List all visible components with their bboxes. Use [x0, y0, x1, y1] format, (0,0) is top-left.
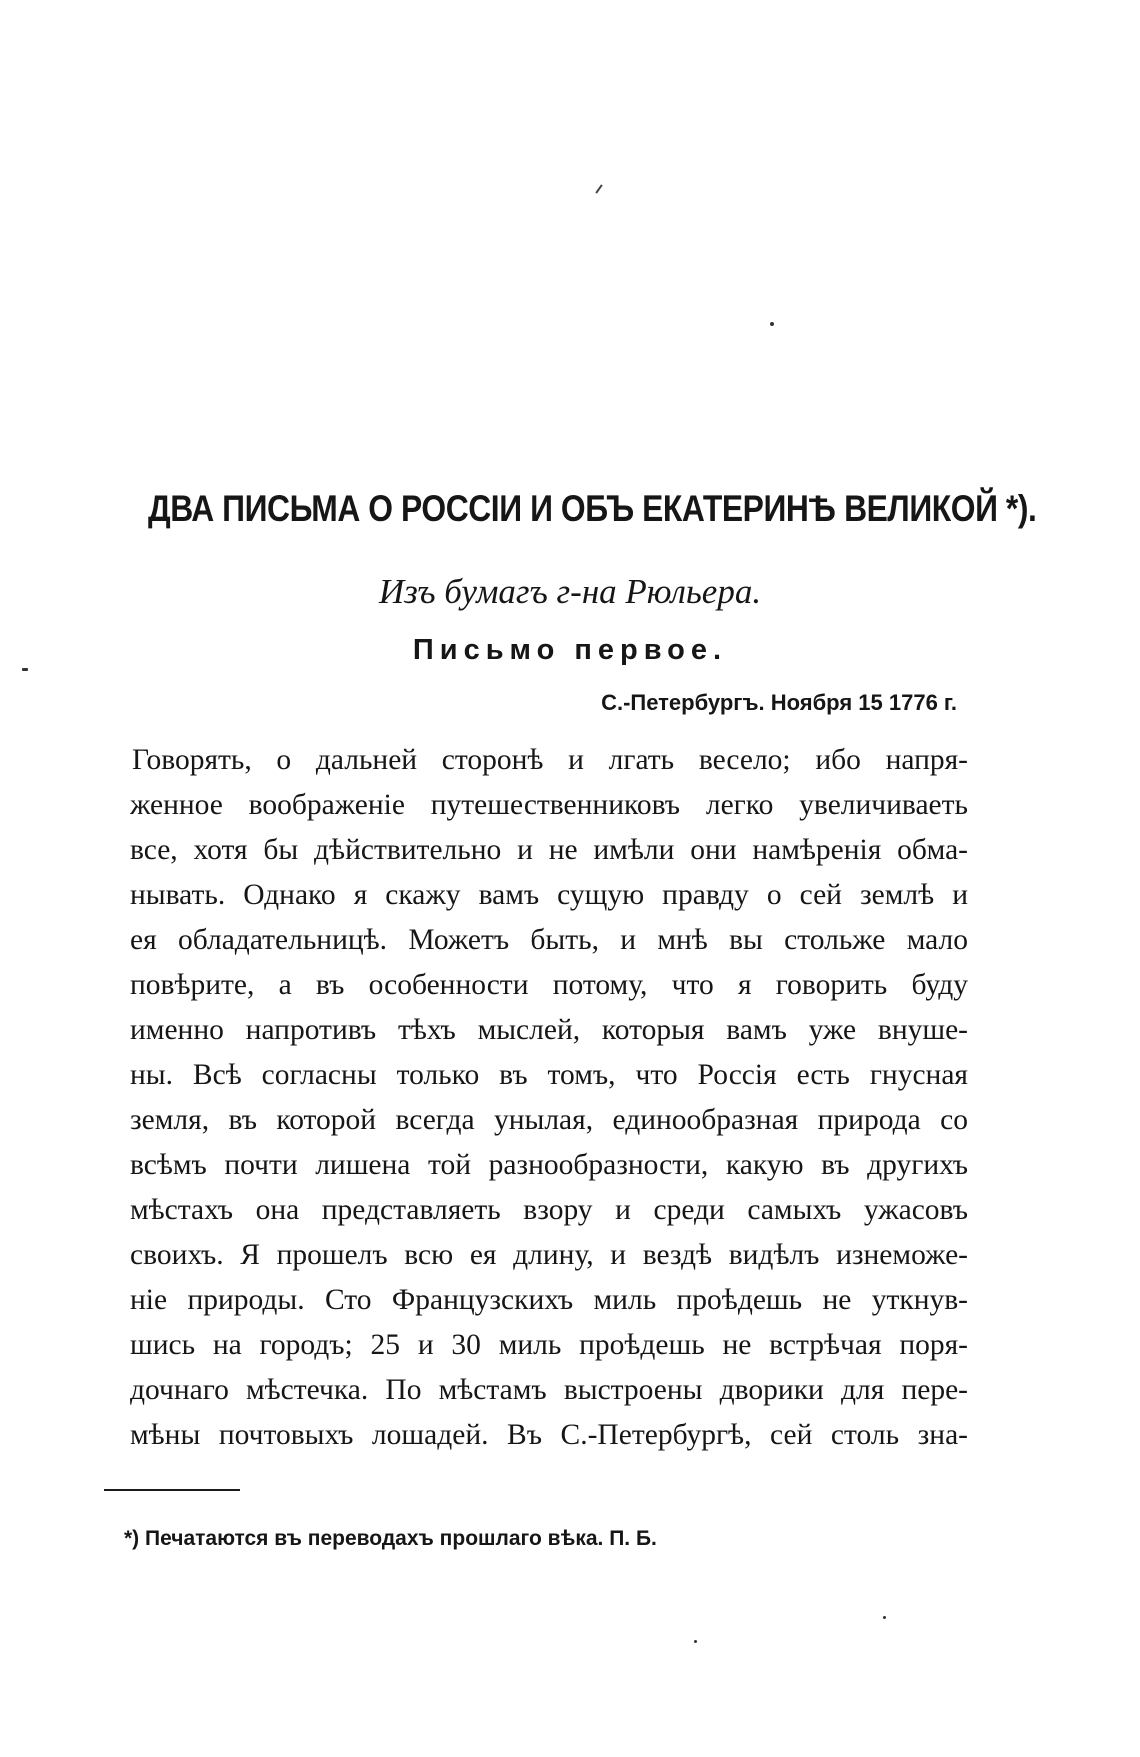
body-line: именно напротивъ тѣхъ мыслей, которыя вамъ уже внуше-: [130, 1014, 968, 1046]
body-line: всѣмъ почти лишена той разнообразности, какую въ другихъ: [130, 1149, 968, 1181]
body-line: мѣны почтовыхъ лошадей. Въ С.-Петербургѣ, сей столь зна-: [130, 1419, 968, 1451]
scan-speck: [694, 1640, 697, 1643]
article-title: ДВА ПИСЬМА О РОССІИ И ОБЪ ЕКАТЕРИНѢ ВЕЛИКОЙ *).: [148, 488, 1037, 529]
scan-speck: [770, 322, 774, 326]
scan-speck: [22, 668, 28, 671]
scan-mark: [595, 184, 602, 193]
footnote: *) Печатаются въ переводахъ прошлаго вѣка. П. Б.: [124, 1527, 657, 1550]
body-line: ея обладательницѣ. Можетъ быть, и мнѣ вы стольже мало: [130, 924, 968, 956]
body-line: женное воображеніе путешественниковъ легко увеличиваеть: [130, 789, 968, 821]
article-subtitle: Изъ бумагъ г-на Рюльера.: [378, 572, 762, 611]
dateline: С.-Петербургъ. Ноября 15 1776 г.: [601, 690, 957, 715]
body-line: ніе природы. Сто Французскихъ миль проѣдешь не уткнув-: [130, 1284, 968, 1316]
body-line: ны. Всѣ согласны только въ томъ, что Россія есть гнусная: [130, 1059, 968, 1091]
body-line: Говорять, о дальней сторонѣ и лгать весело; ибо напря-: [132, 744, 968, 776]
body-line: нывать. Однако я скажу вамъ сущую правду о сей землѣ и: [130, 879, 968, 911]
footnote-divider: [104, 1489, 240, 1491]
letter-heading: Письмо первое.: [412, 634, 728, 666]
body-text: [130, 738, 968, 1458]
scan-speck: [883, 1616, 886, 1619]
body-line: земля, въ которой всегда унылая, единообразная природа со: [130, 1104, 968, 1136]
body-line: повѣрите, а въ особенности потому, что я говорить буду: [130, 969, 968, 1001]
body-line: все, хотя бы дѣйствительно и не имѣли они намѣренія обма-: [130, 834, 968, 866]
body-line: мѣстахъ она представляеть взору и среди самыхъ ужасовъ: [130, 1194, 968, 1226]
body-line: шись на городъ; 25 и 30 миль проѣдешь не встрѣчая поря-: [130, 1329, 968, 1361]
body-line: дочнаго мѣстечка. По мѣстамъ выстроены дворики для пере-: [130, 1374, 968, 1406]
body-line: своихъ. Я прошелъ всю ея длину, и вездѣ видѣлъ изнеможе-: [130, 1239, 968, 1271]
